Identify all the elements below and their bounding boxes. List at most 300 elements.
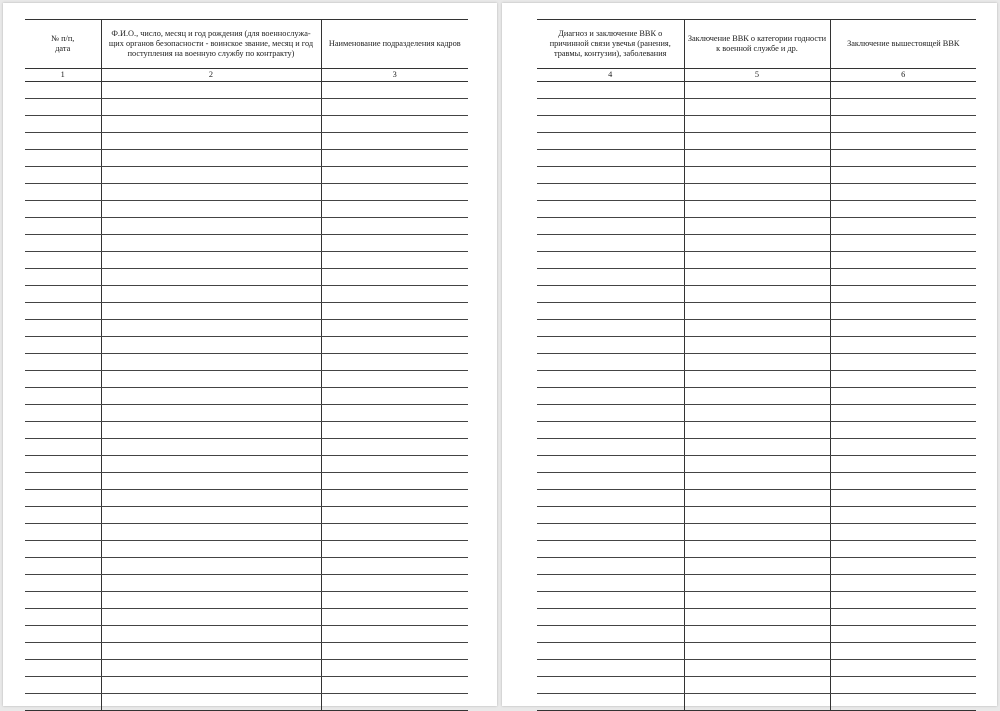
ledger-cell bbox=[684, 626, 830, 643]
ledger-cell bbox=[321, 575, 468, 592]
ledger-cell bbox=[537, 660, 684, 677]
ledger-cell bbox=[25, 354, 101, 371]
ledger-cell bbox=[101, 473, 321, 490]
ledger-row bbox=[537, 320, 976, 337]
ledger-cell bbox=[684, 116, 830, 133]
ledger-cell bbox=[321, 303, 468, 320]
ledger-cell bbox=[537, 269, 684, 286]
ledger-cell bbox=[25, 371, 101, 388]
ledger-row bbox=[25, 286, 468, 303]
ledger-row bbox=[537, 592, 976, 609]
ledger-cell bbox=[25, 507, 101, 524]
ledger-cell bbox=[830, 609, 976, 626]
ledger-cell bbox=[25, 439, 101, 456]
ledger-cell bbox=[684, 235, 830, 252]
ledger-cell bbox=[321, 320, 468, 337]
ledger-cell bbox=[684, 558, 830, 575]
ledger-cell bbox=[321, 167, 468, 184]
ledger-cell bbox=[830, 201, 976, 218]
ledger-row bbox=[537, 524, 976, 541]
ledger-cell bbox=[537, 439, 684, 456]
ledger-cell bbox=[25, 575, 101, 592]
ledger-row bbox=[537, 269, 976, 286]
ledger-cell bbox=[321, 286, 468, 303]
ledger-row bbox=[537, 541, 976, 558]
ledger-cell bbox=[101, 201, 321, 218]
ledger-cell bbox=[321, 405, 468, 422]
ledger-cell bbox=[25, 82, 101, 99]
ledger-cell bbox=[25, 609, 101, 626]
ledger-row bbox=[25, 592, 468, 609]
ledger-cell bbox=[684, 150, 830, 167]
ledger-cell bbox=[537, 388, 684, 405]
header-personnel-unit-text: Наименование подразделения кадров bbox=[328, 38, 461, 48]
ledger-row bbox=[25, 320, 468, 337]
ledger-row bbox=[537, 354, 976, 371]
ledger-cell bbox=[830, 337, 976, 354]
header-personnel-unit bbox=[321, 20, 468, 69]
ledger-cell bbox=[537, 405, 684, 422]
ledger-cell bbox=[101, 252, 321, 269]
ledger-row bbox=[25, 252, 468, 269]
ledger-cell bbox=[321, 592, 468, 609]
ledger-cell bbox=[101, 269, 321, 286]
left-page bbox=[3, 3, 497, 706]
ledger-cell bbox=[321, 99, 468, 116]
ledger-cell bbox=[25, 490, 101, 507]
ledger-cell bbox=[321, 490, 468, 507]
ledger-cell bbox=[537, 99, 684, 116]
ledger-cell bbox=[684, 337, 830, 354]
ledger-cell bbox=[830, 643, 976, 660]
ledger-cell bbox=[537, 201, 684, 218]
ledger-cell bbox=[830, 677, 976, 694]
ledger-row bbox=[537, 473, 976, 490]
ledger-cell bbox=[321, 422, 468, 439]
ledger-row bbox=[25, 405, 468, 422]
ledger-cell bbox=[830, 592, 976, 609]
ledger-row bbox=[25, 201, 468, 218]
ledger-cell bbox=[25, 116, 101, 133]
ledger-cell bbox=[684, 422, 830, 439]
ledger-cell bbox=[684, 320, 830, 337]
ledger-cell bbox=[101, 184, 321, 201]
ledger-cell bbox=[537, 150, 684, 167]
ledger-row bbox=[25, 609, 468, 626]
ledger-cell bbox=[25, 558, 101, 575]
ledger-row bbox=[537, 337, 976, 354]
ledger-row bbox=[25, 184, 468, 201]
ledger-row bbox=[537, 150, 976, 167]
ledger-cell bbox=[321, 82, 468, 99]
ledger-cell bbox=[101, 116, 321, 133]
ledger-row bbox=[25, 677, 468, 694]
ledger-cell bbox=[25, 167, 101, 184]
ledger-cell bbox=[101, 286, 321, 303]
ledger-cell bbox=[830, 184, 976, 201]
ledger-cell bbox=[101, 575, 321, 592]
ledger-cell bbox=[25, 626, 101, 643]
ledger-cell bbox=[684, 133, 830, 150]
ledger-row bbox=[537, 371, 976, 388]
ledger-cell bbox=[684, 303, 830, 320]
ledger-cell bbox=[830, 490, 976, 507]
ledger-cell bbox=[25, 286, 101, 303]
ledger-cell bbox=[101, 422, 321, 439]
ledger-cell bbox=[684, 609, 830, 626]
ledger-cell bbox=[101, 337, 321, 354]
ledger-row bbox=[25, 558, 468, 575]
ledger-cell bbox=[537, 490, 684, 507]
ledger-cell bbox=[684, 167, 830, 184]
header-full-name bbox=[101, 20, 321, 69]
column-number: 1 bbox=[25, 69, 101, 82]
ledger-cell bbox=[101, 167, 321, 184]
ledger-cell bbox=[101, 541, 321, 558]
header-serial-date bbox=[25, 20, 101, 69]
ledger-cell bbox=[25, 218, 101, 235]
ledger-cell bbox=[537, 235, 684, 252]
ledger-cell bbox=[537, 677, 684, 694]
ledger-cell bbox=[101, 99, 321, 116]
ledger-cell bbox=[684, 456, 830, 473]
ledger-cell bbox=[830, 473, 976, 490]
ledger-cell bbox=[537, 354, 684, 371]
ledger-cell bbox=[101, 439, 321, 456]
ledger-cell bbox=[830, 660, 976, 677]
ledger-cell bbox=[684, 643, 830, 660]
ledger-cell bbox=[830, 235, 976, 252]
ledger-row bbox=[25, 524, 468, 541]
ledger-cell bbox=[684, 524, 830, 541]
ledger-cell bbox=[537, 456, 684, 473]
left-column-number-row bbox=[25, 69, 468, 82]
ledger-row bbox=[25, 82, 468, 99]
ledger-cell bbox=[684, 507, 830, 524]
ledger-cell bbox=[830, 507, 976, 524]
ledger-cell bbox=[25, 456, 101, 473]
ledger-cell bbox=[830, 167, 976, 184]
ledger-cell bbox=[537, 473, 684, 490]
ledger-row bbox=[25, 235, 468, 252]
ledger-cell bbox=[537, 252, 684, 269]
ledger-cell bbox=[684, 371, 830, 388]
ledger-row bbox=[25, 507, 468, 524]
ledger-cell bbox=[25, 592, 101, 609]
ledger-cell bbox=[537, 303, 684, 320]
ledger-row bbox=[25, 541, 468, 558]
ledger-row bbox=[537, 626, 976, 643]
ledger-cell bbox=[101, 609, 321, 626]
ledger-cell bbox=[684, 405, 830, 422]
ledger-cell bbox=[321, 235, 468, 252]
ledger-cell bbox=[830, 116, 976, 133]
ledger-cell bbox=[830, 694, 976, 711]
ledger-cell bbox=[321, 218, 468, 235]
ledger-cell bbox=[684, 473, 830, 490]
ledger-cell bbox=[321, 643, 468, 660]
column-number: 3 bbox=[321, 69, 468, 82]
ledger-row bbox=[537, 303, 976, 320]
ledger-cell bbox=[321, 184, 468, 201]
ledger-cell bbox=[830, 388, 976, 405]
ledger-row bbox=[537, 575, 976, 592]
ledger-row bbox=[25, 99, 468, 116]
ledger-cell bbox=[684, 218, 830, 235]
ledger-cell bbox=[684, 592, 830, 609]
ledger-cell bbox=[101, 218, 321, 235]
ledger-cell bbox=[25, 252, 101, 269]
ledger-row bbox=[25, 660, 468, 677]
ledger-cell bbox=[321, 388, 468, 405]
ledger-row bbox=[25, 490, 468, 507]
column-number: 2 bbox=[101, 69, 321, 82]
column-number: 6 bbox=[830, 69, 976, 82]
left-header-row bbox=[25, 20, 468, 69]
ledger-cell bbox=[101, 677, 321, 694]
ledger-cell bbox=[321, 660, 468, 677]
ledger-row bbox=[537, 643, 976, 660]
ledger-cell bbox=[321, 116, 468, 133]
ledger-cell bbox=[101, 626, 321, 643]
header-serial-date-text: № п/п, дата bbox=[51, 33, 75, 53]
right-ledger-table bbox=[537, 19, 976, 711]
ledger-cell bbox=[537, 626, 684, 643]
ledger-row bbox=[537, 422, 976, 439]
ledger-cell bbox=[537, 133, 684, 150]
ledger-row bbox=[537, 490, 976, 507]
ledger-cell bbox=[321, 609, 468, 626]
ledger-row bbox=[25, 626, 468, 643]
ledger-cell bbox=[321, 456, 468, 473]
ledger-cell bbox=[101, 82, 321, 99]
ledger-cell bbox=[537, 286, 684, 303]
ledger-cell bbox=[830, 371, 976, 388]
ledger-cell bbox=[101, 558, 321, 575]
ledger-cell bbox=[321, 371, 468, 388]
ledger-cell bbox=[321, 337, 468, 354]
ledger-cell bbox=[101, 388, 321, 405]
ledger-cell bbox=[830, 558, 976, 575]
ledger-cell bbox=[25, 388, 101, 405]
ledger-row bbox=[25, 269, 468, 286]
ledger-cell bbox=[101, 694, 321, 711]
ledger-cell bbox=[537, 592, 684, 609]
ledger-cell bbox=[684, 252, 830, 269]
ledger-cell bbox=[830, 405, 976, 422]
header-diagnosis bbox=[537, 20, 684, 69]
ledger-cell bbox=[101, 235, 321, 252]
ledger-cell bbox=[25, 133, 101, 150]
ledger-cell bbox=[830, 82, 976, 99]
ledger-row bbox=[537, 82, 976, 99]
ledger-row bbox=[25, 133, 468, 150]
ledger-cell bbox=[684, 388, 830, 405]
ledger-cell bbox=[537, 558, 684, 575]
ledger-cell bbox=[101, 592, 321, 609]
ledger-cell bbox=[537, 337, 684, 354]
ledger-row bbox=[537, 405, 976, 422]
ledger-cell bbox=[830, 354, 976, 371]
ledger-row bbox=[537, 456, 976, 473]
ledger-row bbox=[25, 575, 468, 592]
ledger-row bbox=[537, 286, 976, 303]
ledger-cell bbox=[321, 507, 468, 524]
ledger-row bbox=[537, 184, 976, 201]
ledger-row bbox=[25, 456, 468, 473]
ledger-cell bbox=[101, 320, 321, 337]
ledger-cell bbox=[25, 235, 101, 252]
ledger-cell bbox=[537, 184, 684, 201]
ledger-cell bbox=[830, 133, 976, 150]
ledger-cell bbox=[537, 371, 684, 388]
ledger-cell bbox=[101, 150, 321, 167]
ledger-cell bbox=[321, 133, 468, 150]
ledger-cell bbox=[321, 677, 468, 694]
ledger-cell bbox=[684, 269, 830, 286]
ledger-cell bbox=[101, 354, 321, 371]
ledger-row bbox=[25, 439, 468, 456]
ledger-cell bbox=[830, 99, 976, 116]
ledger-cell bbox=[101, 660, 321, 677]
ledger-row bbox=[25, 167, 468, 184]
ledger-cell bbox=[684, 541, 830, 558]
ledger-cell bbox=[321, 558, 468, 575]
ledger-row bbox=[537, 694, 976, 711]
ledger-cell bbox=[684, 660, 830, 677]
ledger-cell bbox=[830, 150, 976, 167]
header-fitness-category-text: Заключение ВВК о категории годности к военной службе и др. bbox=[687, 33, 827, 53]
ledger-cell bbox=[321, 354, 468, 371]
header-fitness-category bbox=[684, 20, 830, 69]
ledger-row bbox=[25, 218, 468, 235]
ledger-cell bbox=[537, 694, 684, 711]
ledger-cell bbox=[684, 82, 830, 99]
ledger-cell bbox=[537, 609, 684, 626]
ledger-cell bbox=[25, 643, 101, 660]
ledger-row bbox=[25, 694, 468, 711]
ledger-cell bbox=[25, 337, 101, 354]
ledger-cell bbox=[321, 524, 468, 541]
ledger-cell bbox=[684, 286, 830, 303]
ledger-row bbox=[25, 150, 468, 167]
ledger-cell bbox=[25, 405, 101, 422]
ledger-cell bbox=[830, 575, 976, 592]
ledger-cell bbox=[537, 507, 684, 524]
ledger-row bbox=[25, 422, 468, 439]
ledger-cell bbox=[537, 167, 684, 184]
ledger-cell bbox=[537, 320, 684, 337]
ledger-cell bbox=[321, 439, 468, 456]
ledger-row bbox=[537, 507, 976, 524]
header-full-name-text: Ф.И.О., число, месяц и год рождения (для военнослужа- щих органов безопасности - воинское звание, месяц и год поступления на военную службу по контракту) bbox=[108, 28, 314, 59]
ledger-cell bbox=[25, 99, 101, 116]
ledger-row bbox=[25, 354, 468, 371]
header-higher-commission-text: Заключение вышестоящей ВВК bbox=[847, 38, 960, 48]
ledger-cell bbox=[321, 269, 468, 286]
ledger-cell bbox=[25, 303, 101, 320]
ledger-cell bbox=[101, 303, 321, 320]
ledger-cell bbox=[830, 422, 976, 439]
ledger-cell bbox=[537, 575, 684, 592]
ledger-cell bbox=[101, 133, 321, 150]
ledger-row bbox=[25, 371, 468, 388]
ledger-cell bbox=[684, 677, 830, 694]
right-page bbox=[502, 3, 997, 706]
ledger-cell bbox=[25, 422, 101, 439]
ledger-row bbox=[25, 303, 468, 320]
ledger-row bbox=[537, 99, 976, 116]
right-header-row bbox=[537, 20, 976, 69]
ledger-cell bbox=[830, 456, 976, 473]
ledger-cell bbox=[830, 303, 976, 320]
ledger-cell bbox=[684, 201, 830, 218]
ledger-row bbox=[537, 558, 976, 575]
ledger-cell bbox=[537, 524, 684, 541]
ledger-row bbox=[537, 677, 976, 694]
ledger-cell bbox=[830, 541, 976, 558]
ledger-cell bbox=[321, 694, 468, 711]
ledger-cell bbox=[830, 218, 976, 235]
ledger-cell bbox=[25, 694, 101, 711]
ledger-row bbox=[537, 660, 976, 677]
column-number: 5 bbox=[684, 69, 830, 82]
ledger-cell bbox=[830, 269, 976, 286]
ledger-row bbox=[537, 235, 976, 252]
ledger-cell bbox=[321, 252, 468, 269]
right-column-number-row bbox=[537, 69, 976, 82]
ledger-cell bbox=[684, 99, 830, 116]
ledger-cell bbox=[684, 184, 830, 201]
ledger-row bbox=[537, 439, 976, 456]
ledger-cell bbox=[25, 524, 101, 541]
ledger-cell bbox=[25, 201, 101, 218]
ledger-cell bbox=[101, 490, 321, 507]
ledger-row bbox=[25, 337, 468, 354]
ledger-cell bbox=[830, 439, 976, 456]
ledger-cell bbox=[684, 439, 830, 456]
ledger-cell bbox=[537, 218, 684, 235]
ledger-cell bbox=[321, 541, 468, 558]
ledger-cell bbox=[25, 473, 101, 490]
ledger-cell bbox=[25, 541, 101, 558]
ledger-cell bbox=[101, 643, 321, 660]
ledger-cell bbox=[830, 252, 976, 269]
ledger-row bbox=[537, 252, 976, 269]
ledger-row bbox=[537, 167, 976, 184]
ledger-row bbox=[537, 218, 976, 235]
ledger-cell bbox=[101, 405, 321, 422]
ledger-cell bbox=[321, 201, 468, 218]
ledger-cell bbox=[537, 422, 684, 439]
ledger-cell bbox=[830, 524, 976, 541]
ledger-cell bbox=[537, 82, 684, 99]
ledger-cell bbox=[684, 490, 830, 507]
ledger-cell bbox=[321, 626, 468, 643]
ledger-row bbox=[537, 116, 976, 133]
ledger-row bbox=[537, 388, 976, 405]
column-number: 4 bbox=[537, 69, 684, 82]
ledger-cell bbox=[25, 184, 101, 201]
ledger-cell bbox=[25, 150, 101, 167]
header-higher-commission bbox=[830, 20, 976, 69]
ledger-row bbox=[537, 133, 976, 150]
ledger-row bbox=[25, 388, 468, 405]
ledger-row bbox=[25, 473, 468, 490]
ledger-cell bbox=[321, 150, 468, 167]
ledger-cell bbox=[684, 694, 830, 711]
ledger-cell bbox=[830, 320, 976, 337]
